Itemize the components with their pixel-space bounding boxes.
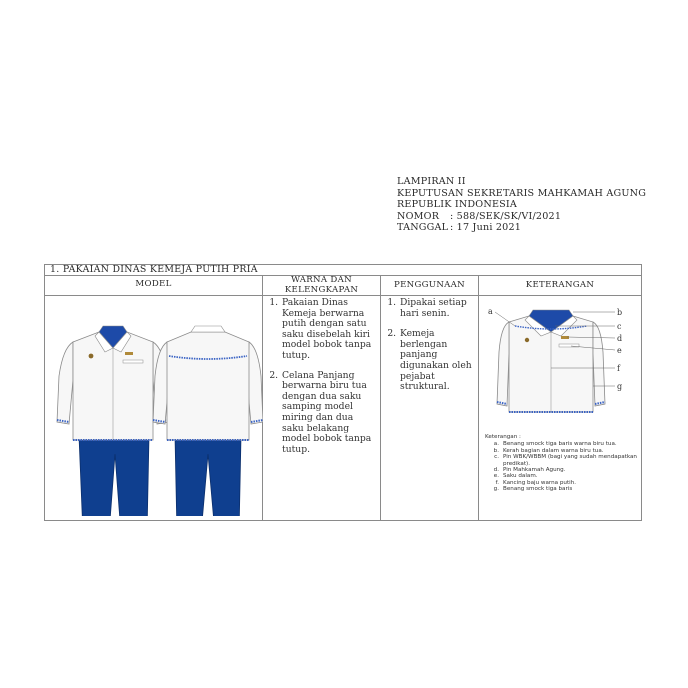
legend-item: f. Kancing baju warna putih. (495, 479, 577, 486)
column-header-keterangan: KETERANGAN (479, 276, 642, 296)
diagram-label-d: d (617, 334, 623, 343)
legend-item: d. Pin Mahkamah Agung. (493, 467, 566, 474)
nomor-row (397, 211, 646, 223)
penggunaan-item: 2. Kemeja berlengan panjang digunakan oleh pejabat struktural. (399, 329, 474, 393)
diagram-label-g: g (617, 382, 623, 391)
column-header-warna: WARNA DAN KELENGKAPAN (263, 276, 381, 296)
diagram-label-f: f (617, 364, 620, 373)
warna-list (263, 298, 380, 455)
diagram-label-a: a (488, 307, 493, 316)
column-header-model: MODEL (45, 276, 263, 296)
trousers-back-icon (175, 436, 241, 516)
diagram-label-e: e (617, 346, 622, 355)
diagram-label-b: b (617, 308, 623, 317)
penggunaan-item: 1. Dipakai setiap hari senin. (399, 298, 474, 319)
penggunaan-list (381, 298, 478, 393)
legend (479, 434, 641, 493)
legend-item: g. Benang smock tiga baris (493, 486, 573, 493)
tanggal-label: TANGGAL (397, 222, 449, 234)
keterangan-cell (479, 296, 642, 521)
trousers-front-icon (79, 436, 149, 516)
section-title: 1. PAKAIAN DINAS KEMEJA PUTIH PRIA (45, 265, 642, 276)
nomor-value: : 588/SEK/SK/VI/2021 (450, 210, 562, 222)
uniform-table (44, 264, 642, 521)
document-header (397, 176, 646, 234)
legend-title: Keterangan : (485, 434, 521, 440)
shirt-back-icon (167, 332, 249, 440)
decree-subtitle: REPUBLIK INDONESIA (397, 199, 518, 211)
legend-item: e. Saku dalam. (493, 473, 538, 480)
tanggal-row (397, 222, 646, 234)
column-header-penggunaan: PENGGUNAAN (381, 276, 479, 296)
model-cell (45, 296, 263, 521)
nomor-label: NOMOR (397, 210, 440, 222)
diagram-label-c: c (617, 322, 622, 331)
legend-item: c. Pin WBK/WBBM (bagi yang sudah mendapatkan predikat). (494, 454, 637, 467)
penggunaan-cell (381, 296, 479, 521)
warna-item: 1. Pakaian Dinas Kemeja berwarna putih dengan satu saku disebelah kiri model bobok tanpa tutup. (281, 298, 376, 362)
uniform-illustration (45, 296, 263, 516)
warna-cell (263, 296, 381, 521)
tanggal-value: : 17 Juni 2021 (450, 222, 522, 234)
left-sleeve-icon (57, 342, 73, 424)
warna-item: 2. Celana Panjang berwarna biru tua dengan dua saku samping model miring dan dua saku belakang model bobok tanpa tutup. (281, 371, 376, 456)
back-view (153, 326, 263, 516)
legend-item: b. Kerah bagian dalam warna biru tua. (493, 447, 604, 454)
legend-item: a. Benang smock tiga baris warna biru tua. (493, 441, 617, 448)
labeled-shirt-diagram (479, 296, 642, 430)
lampiran-label: LAMPIRAN II (397, 176, 466, 187)
front-view (57, 326, 169, 516)
decree-title: KEPUTUSAN SEKRETARIS MAHKAMAH AGUNG (397, 187, 647, 199)
